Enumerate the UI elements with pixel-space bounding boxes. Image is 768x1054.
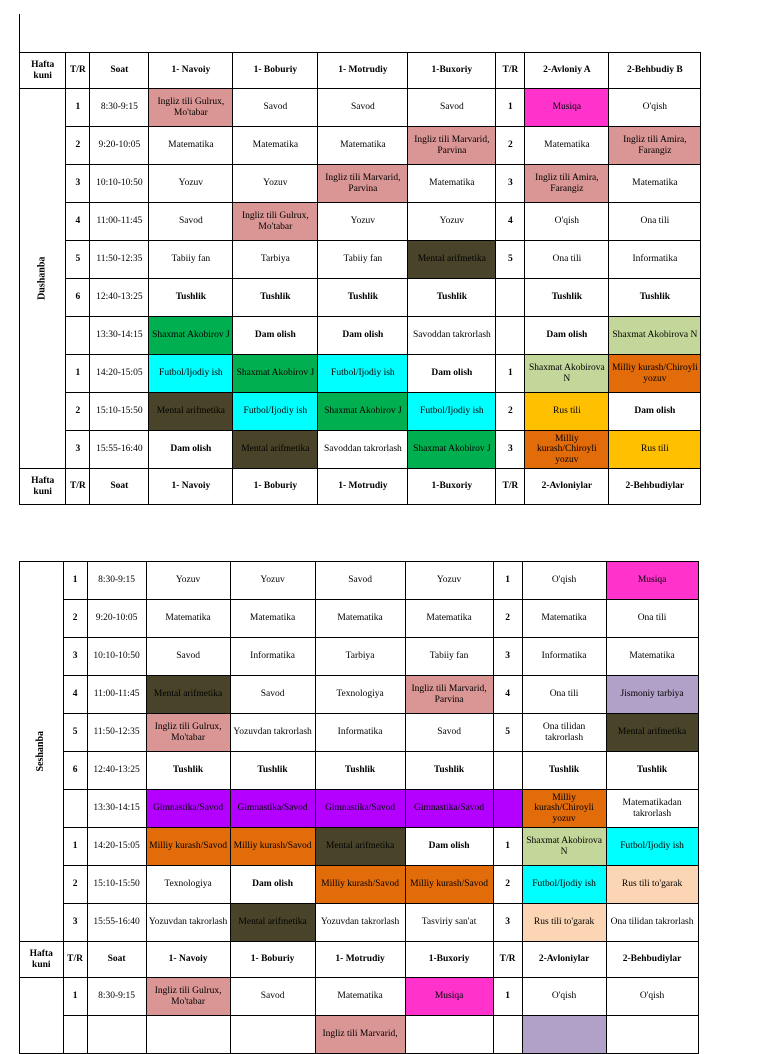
table-row [20,790,699,828]
lesson-cell: Rus tili to'garak [606,866,698,904]
table-row [20,562,699,600]
lesson-cell: Musiqa [405,978,493,1016]
lesson-cell: Dam olish [233,317,318,355]
header-cell: 2-Behbudiylar [606,942,698,978]
lesson-cell: Informatika [609,241,701,279]
lesson-cell: Gimnastika/Savod [405,790,493,828]
lesson-cell: Shaxmat Akobirova N [609,317,701,355]
header-cell: 2-Behbudiylar [609,469,701,505]
lesson-cell: Milliy kurash/Savod [146,828,230,866]
header-cell: 1- Boburiy [230,942,315,978]
lesson-cell: Ona tilidan takrorlash [606,904,698,942]
lesson-number: 4 [63,676,87,714]
header-cell: Soat [90,469,149,505]
lesson-cell: Tushlik [408,279,496,317]
lesson-cell: Rus tili [609,431,701,469]
lesson-cell: Yozuv [405,562,493,600]
lesson-cell: Tushlik [606,752,698,790]
lesson-cell: Ona tili [525,241,609,279]
header-cell: 2-Behbudiy B [609,53,701,89]
lesson-number [493,790,522,828]
lesson-cell: Yozuv [230,562,315,600]
lesson-cell: Ingliz tili Gulrux, Mo'tabar [146,714,230,752]
lesson-cell: Mental arifmetika [408,241,496,279]
lesson-cell: Matematika [408,165,496,203]
lesson-cell: Matematika [522,600,606,638]
lesson-number: 3 [493,638,522,676]
lesson-cell: Dam olish [149,431,233,469]
lesson-number: 5 [496,241,525,279]
lesson-cell: Gimnastika/Savod [146,790,230,828]
lesson-number: 6 [66,279,90,317]
lesson-cell: O'qish [609,89,701,127]
table-row [20,1016,699,1054]
lesson-cell [522,1016,606,1054]
day-cell [20,978,64,1054]
lesson-cell: Tabiiy fan [405,638,493,676]
footer-row [20,469,701,505]
lesson-cell: Yozuvdan takrorlash [315,904,405,942]
time-cell: 12:40-13:25 [90,279,149,317]
lesson-cell: Musiqa [525,89,609,127]
header-cell: 2-Avloniylar [522,942,606,978]
lesson-number: 5 [63,714,87,752]
lesson-cell: Yozuv [408,203,496,241]
lesson-cell: Matematika [318,127,408,165]
lesson-number [63,790,87,828]
lesson-cell: Ingliz tili Marvarid, [315,1016,405,1054]
lesson-cell: Texnologiya [146,866,230,904]
lesson-cell: Ingliz tili Gulrux, Mo'tabar [233,203,318,241]
lesson-cell: Ona tilidan takrorlash [522,714,606,752]
lesson-number [63,1016,87,1054]
lesson-number: 3 [63,904,87,942]
lesson-cell [230,1016,315,1054]
lesson-cell: O'qish [522,978,606,1016]
lesson-cell: O'qish [522,562,606,600]
day-label: Dushanba [36,256,48,301]
lesson-cell: Ingliz tili Gulrux, Mo'tabar [149,89,233,127]
day-cell [20,562,64,942]
lesson-cell: Informatika [230,638,315,676]
lesson-cell: Shaxmat Akobirov J [233,355,318,393]
left-border-line [19,14,20,52]
lesson-cell: Ona tili [606,600,698,638]
lesson-cell: Dam olish [405,828,493,866]
lesson-cell: Yozuvdan takrorlash [146,904,230,942]
header-cell: 2-Avloniylar [525,469,609,505]
header-cell: Soat [90,53,149,89]
lesson-cell: Savod [149,203,233,241]
time-cell: 11:00-11:45 [87,676,146,714]
lesson-number: 1 [63,562,87,600]
lesson-number [493,752,522,790]
lesson-number: 2 [493,866,522,904]
table-row [20,978,699,1016]
lesson-cell: Tasviriy san'at [405,904,493,942]
lesson-number: 2 [496,393,525,431]
lesson-cell: Tabiiy fan [149,241,233,279]
header-cell: 1- Boburiy [233,469,318,505]
lesson-number: 4 [496,203,525,241]
lesson-cell: Ona tili [522,676,606,714]
lesson-cell: Savod [405,714,493,752]
time-cell: 15:10-15:50 [90,393,149,431]
header-cell: T/R [496,469,525,505]
day-label: Seshanba [35,731,47,772]
lesson-number: 1 [63,978,87,1016]
table-row [20,127,701,165]
lesson-cell: Mental arifmetika [606,714,698,752]
lesson-cell: Tushlik [318,279,408,317]
time-cell: 15:55-16:40 [87,904,146,942]
table-row [20,165,701,203]
header-cell: T/R [493,942,522,978]
lesson-cell: Informatika [315,714,405,752]
lesson-cell: Milliy kurash/Savod [405,866,493,904]
lesson-cell: Dam olish [230,866,315,904]
lesson-cell: Shaxmat Akobirova N [525,355,609,393]
lesson-cell: Ingliz tili Marvarid, Parvina [405,676,493,714]
table-row [20,600,699,638]
lesson-cell: Tushlik [609,279,701,317]
lesson-number: 1 [496,89,525,127]
lesson-cell: Mental arifmetika [149,393,233,431]
lesson-cell: Tushlik [230,752,315,790]
lesson-cell: Gimnastika/Savod [315,790,405,828]
lesson-cell [146,1016,230,1054]
lesson-number: 4 [493,676,522,714]
table-row [20,676,699,714]
table-row [20,241,701,279]
header-cell: 1-Buxoriy [408,469,496,505]
lesson-cell [405,1016,493,1054]
header-cell: 1- Navoiy [149,53,233,89]
table-row [20,714,699,752]
header-cell: Soat [87,942,146,978]
lesson-cell: Tushlik [315,752,405,790]
lesson-cell: Futbol/Ijodiy ish [408,393,496,431]
lesson-cell: Musiqa [606,562,698,600]
lesson-cell: Tushlik [149,279,233,317]
lesson-cell: Ingliz tili Gulrux, Mo'tabar [146,978,230,1016]
header-row [20,53,701,89]
lesson-cell: Ingliz tili Amira, Farangiz [525,165,609,203]
lesson-cell: Shaxmat Akobirov J [318,393,408,431]
lesson-number: 3 [66,431,90,469]
lesson-cell: Yozuv [146,562,230,600]
lesson-number: 5 [66,241,90,279]
lesson-cell: Matematika [315,978,405,1016]
lesson-cell: Tarbiya [315,638,405,676]
lesson-number: 2 [63,600,87,638]
lesson-cell: Futbol/Ijodiy ish [233,393,318,431]
lesson-number: 3 [66,165,90,203]
lesson-number: 1 [63,828,87,866]
lesson-cell: Savod [315,562,405,600]
lesson-cell: Tushlik [525,279,609,317]
table-row [20,89,701,127]
lesson-cell: Mental arifmetika [233,431,318,469]
lesson-cell: Mental arifmetika [146,676,230,714]
time-cell: 12:40-13:25 [87,752,146,790]
lesson-cell: Matematikadan takrorlash [606,790,698,828]
header-cell: 1-Buxoriy [408,53,496,89]
lesson-cell: Dam olish [609,393,701,431]
header-cell: Hafta kuni [20,53,66,89]
lesson-number: 2 [63,866,87,904]
time-cell: 8:30-9:15 [90,89,149,127]
table-row [20,904,699,942]
lesson-cell: Matematika [233,127,318,165]
lesson-cell: Matematika [606,638,698,676]
table-row [20,828,699,866]
lesson-cell: Savod [230,978,315,1016]
lesson-cell: Savoddan takrorlash [318,431,408,469]
header-cell: 2-Avloniy A [525,53,609,89]
table-row [20,393,701,431]
lesson-cell: Dam olish [525,317,609,355]
header-cell: 1- Motrudiy [318,53,408,89]
lesson-cell: Milliy kurash/Chiroyli yozuv [522,790,606,828]
table-row [20,279,701,317]
lesson-number: 4 [66,203,90,241]
footer-row [20,942,699,978]
lesson-cell: Shaxmat Akobirov J [149,317,233,355]
lesson-cell [606,1016,698,1054]
header-cell: T/R [66,469,90,505]
header-cell: Hafta kuni [20,469,66,505]
lesson-cell: Milliy kurash/Savod [230,828,315,866]
time-cell: 11:50-12:35 [90,241,149,279]
table-row [20,866,699,904]
day-cell [20,89,66,469]
time-cell: 8:30-9:15 [87,978,146,1016]
lesson-cell: Savoddan takrorlash [408,317,496,355]
lesson-cell: Savod [318,89,408,127]
lesson-cell: Dam olish [408,355,496,393]
time-cell: 11:50-12:35 [87,714,146,752]
header-cell: 1- Motrudiy [315,942,405,978]
lesson-cell: Gimnastika/Savod [230,790,315,828]
lesson-number: 2 [66,127,90,165]
lesson-cell: Yozuv [233,165,318,203]
lesson-cell: Futbol/Ijodiy ish [606,828,698,866]
lesson-number: 1 [66,355,90,393]
lesson-number [66,317,90,355]
lesson-cell: Ona tili [609,203,701,241]
lesson-cell: Milliy kurash/Chiroyli yozuv [525,431,609,469]
table-row [20,203,701,241]
time-cell: 13:30-14:15 [87,790,146,828]
lesson-cell: Texnologiya [315,676,405,714]
lesson-number: 1 [493,562,522,600]
table-row [20,431,701,469]
header-cell: T/R [496,53,525,89]
lesson-cell: Futbol/Ijodiy ish [318,355,408,393]
header-cell: 1- Navoiy [149,469,233,505]
time-cell: 14:20-15:05 [87,828,146,866]
lesson-number: 1 [66,89,90,127]
lesson-number: 2 [496,127,525,165]
lesson-cell: Milliy kurash/Savod [315,866,405,904]
lesson-cell: Tushlik [522,752,606,790]
lesson-cell: Savod [230,676,315,714]
lesson-cell: Yozuvdan takrorlash [230,714,315,752]
lesson-number: 6 [63,752,87,790]
lesson-cell: O'qish [525,203,609,241]
timetable-dushanba [19,52,701,505]
lesson-cell: Shaxmat Akobirov J [408,431,496,469]
time-cell: 10:10-10:50 [87,638,146,676]
header-cell: 1- Motrudiy [318,469,408,505]
lesson-cell: Mental arifmetika [315,828,405,866]
lesson-cell: Rus tili to'garak [522,904,606,942]
lesson-cell: Mental arifmetika [230,904,315,942]
lesson-cell: Informatika [522,638,606,676]
lesson-cell: Ingliz tili Marvarid, Parvina [408,127,496,165]
lesson-number: 3 [496,431,525,469]
header-cell: T/R [66,53,90,89]
lesson-cell: Ingliz tili Amira, Farangiz [609,127,701,165]
lesson-cell: Matematika [405,600,493,638]
time-cell [87,1016,146,1054]
lesson-number: 3 [493,904,522,942]
lesson-cell: Shaxmat Akobirova N [522,828,606,866]
lesson-number: 3 [63,638,87,676]
lesson-number [493,1016,522,1054]
header-cell: 1- Boburiy [233,53,318,89]
lesson-cell: Tushlik [405,752,493,790]
header-cell: 1- Navoiy [146,942,230,978]
lesson-cell: Matematika [146,600,230,638]
lesson-cell: Savod [146,638,230,676]
time-cell: 15:55-16:40 [90,431,149,469]
lesson-cell: O'qish [606,978,698,1016]
lesson-cell: Jismoniy tarbiya [606,676,698,714]
time-cell: 13:30-14:15 [90,317,149,355]
lesson-cell: Dam olish [318,317,408,355]
lesson-cell: Savod [408,89,496,127]
lesson-cell: Matematika [230,600,315,638]
lesson-number: 5 [493,714,522,752]
table-row [20,355,701,393]
time-cell: 10:10-10:50 [90,165,149,203]
time-cell: 9:20-10:05 [90,127,149,165]
time-cell: 8:30-9:15 [87,562,146,600]
lesson-number [496,279,525,317]
lesson-cell: Tarbiya [233,241,318,279]
lesson-number [496,317,525,355]
time-cell: 11:00-11:45 [90,203,149,241]
lesson-cell: Yozuv [318,203,408,241]
header-cell: 1-Buxoriy [405,942,493,978]
lesson-cell: Futbol/Ijodiy ish [149,355,233,393]
lesson-cell: Tabiiy fan [318,241,408,279]
lesson-cell: Matematika [149,127,233,165]
lesson-cell: Tushlik [146,752,230,790]
time-cell: 15:10-15:50 [87,866,146,904]
lesson-cell: Matematika [525,127,609,165]
table-row [20,752,699,790]
lesson-number: 1 [496,355,525,393]
lesson-number: 1 [493,828,522,866]
lesson-cell: Savod [233,89,318,127]
lesson-cell: Matematika [315,600,405,638]
lesson-number: 3 [496,165,525,203]
lesson-cell: Yozuv [149,165,233,203]
lesson-number: 2 [493,600,522,638]
header-cell: T/R [63,942,87,978]
lesson-number: 1 [493,978,522,1016]
lesson-cell: Futbol/Ijodiy ish [522,866,606,904]
table-row [20,317,701,355]
header-cell: Hafta kuni [20,942,64,978]
lesson-cell: Tushlik [233,279,318,317]
lesson-number: 2 [66,393,90,431]
lesson-cell: Milliy kurash/Chiroyli yozuv [609,355,701,393]
lesson-cell: Matematika [609,165,701,203]
time-cell: 14:20-15:05 [90,355,149,393]
lesson-cell: Ingliz tili Marvarid, Parvina [318,165,408,203]
table-row [20,638,699,676]
lesson-cell: Rus tili [525,393,609,431]
time-cell: 9:20-10:05 [87,600,146,638]
timetable-seshanba [19,561,699,1054]
